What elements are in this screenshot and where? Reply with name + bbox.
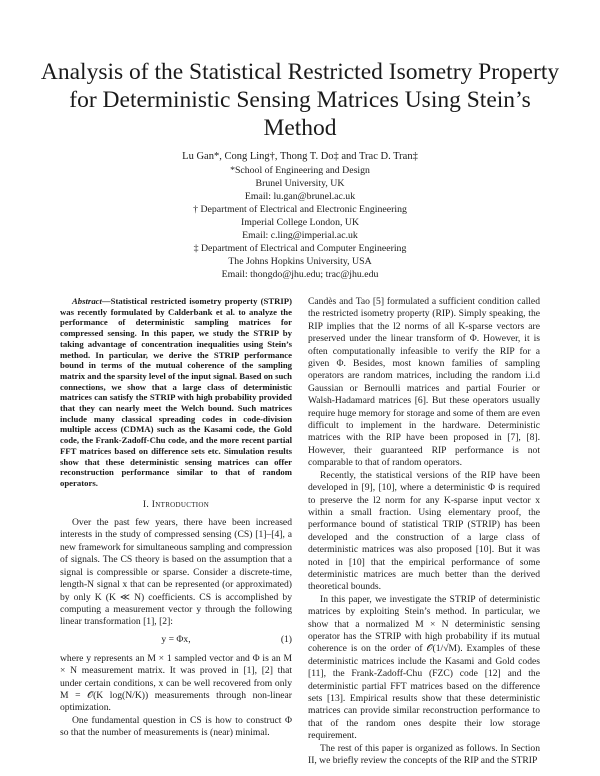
affiliation-line: *School of Engineering and Design <box>230 165 370 176</box>
equation-text: y = Φx, <box>161 633 191 645</box>
author-names: Lu Gan*, Cong Ling†, Thong T. Do‡ and Trac D. Tran‡ <box>182 151 418 162</box>
right-paragraph-3: In this paper, we investigate the STRIP of deterministic matrices by exploiting Stein’s method. In particular, we show that a normalized M × N deterministic sensing operator has the STRIP with high probability if its mutual coherence is on the order of 𝒪(1/√M). Examples of these deterministic matrices include the Kasami and Gold codes [11], the Frank-Zadoff-Chu (FZC) code [12] and the deterministic partial FFT matrices based on the difference sets [13]. Empirical results show that these deterministic matrices can provide similar reconstruction performance to that of the random ones despite their low storage requirement. <box>308 593 540 742</box>
affiliation-line: ‡ Department of Electrical and Computer Engineering <box>193 243 407 254</box>
paper-title: Analysis of the Statistical Restricted Isometry Property for Deterministic Sensing Matrices Using Stein’s Method <box>40 59 560 141</box>
equation-1 <box>60 634 292 648</box>
intro-paragraph-1: Over the past few years, there have been increased interests in the study of compressed sensing (CS) [1]–[4], a new framework for simultaneous sampling and compression of signals. The CS theory is based on the assumption that a signal is compressible or sparse. Consider a discrete-time, length-N signal x that can be represented (or approximated) by only K (K ≪ N) coefficients. CS is accomplished by computing a measurement vector y through the following linear transformation [1], [2]: <box>60 517 292 628</box>
affiliation-line: † Department of Electrical and Electronic Engineering <box>193 204 407 215</box>
section-heading-introduction: I. Introduction <box>142 498 210 510</box>
abstract <box>60 296 292 489</box>
right-paragraph-2: Recently, the statistical versions of the RIP have been developed in [9], [10], where a deterministic Φ is required to preserve the l2 norm for any K-sparse input vector x within a small fraction. Using elementary proof, the performance bound of statistical TRIP (STRIP) has been developed and the construction of a large class of deterministic matrices was also proposed [10]. But it was noted in [10] that the empirical performance of some deterministic matrices are much better than the derived theoretical bounds. <box>308 469 540 593</box>
affiliation-line: Email: c.ling@imperial.ac.uk <box>242 230 358 241</box>
equation-number: (1) <box>280 633 292 645</box>
affiliation-line: The Johns Hopkins University, USA <box>228 256 372 267</box>
intro-paragraph-3: One fundamental question in CS is how to construct Φ so that the number of measurements is (near) minimal. <box>60 714 292 739</box>
left-column <box>60 296 292 740</box>
abstract-label: Abstract— <box>72 296 111 306</box>
affiliation-line: Brunel University, UK <box>255 178 345 189</box>
affiliation-line: Email: thongdo@jhu.edu; trac@jhu.edu <box>221 269 379 280</box>
intro-paragraph-2: where y represents an M × 1 sampled vector and Φ is an M × N measurement matrix. It was proved in [1], [2] that under certain conditions, x can be well recovered from only M = 𝒪(K log(N/K)) measurements through non-linear optimization. <box>60 652 292 714</box>
right-paragraph-1: Candès and Tao [5] formulated a sufficient condition called the restricted isometry property (RIP). Simply speaking, the RIP implies that the l2 norms of all K-sparse vectors are preserved under the linear transform of Φ. However, it is often computationally infeasible to verify the RIP for a given Φ. Besides, most known families of sampling operators are random matrices, including the random i.i.d Gaussian or Bernoulli matrices and partial Fourier or Walsh-Hadamard matrices [6]. But these operators usually require huge memory for storage and some of them are even difficult to implement in the hardware. Deterministic matrices with the RIP have been proposed in [7], [8]. However, their guaranteed RIP performance is not comparable to that of random operators. <box>308 296 540 469</box>
right-paragraph-4: The rest of this paper is organized as follows. In Section II, we briefly review the concepts of the RIP and the STRIP <box>308 742 540 767</box>
abstract-text: Statistical restricted isometry property (STRIP) was recently formulated by Calderbank et al. to analyze the performance of deterministic sampling matrices for compressed sensing. In this paper, we study the STRIP by taking advantage of concentration inequalities using Stein’s method. In particular, we derive the STRIP performance bound in terms of the mutual coherence of the sampling matrix and the sparsity level of the input signal. Based on such connections, we show that a large class of deterministic matrices can satisfy the STRIP with high probability provided that they can nearly meet the Welch bound. Such matrices include many classical spreading codes in code-division multiple access (CDMA) such as the Kasami code, the Gold code, the Frank-Zadoff-Chu code, and the more recent partial FFT matrices based on difference sets etc. Simulation results show that these deterministic sensing matrices can offer reconstruction performance similar to that of random operators. <box>60 296 292 488</box>
author-block <box>60 150 540 281</box>
right-column <box>308 296 540 767</box>
affiliation-line: Email: lu.gan@brunel.ac.uk <box>244 191 356 202</box>
affiliation-line: Imperial College London, UK <box>240 217 360 228</box>
